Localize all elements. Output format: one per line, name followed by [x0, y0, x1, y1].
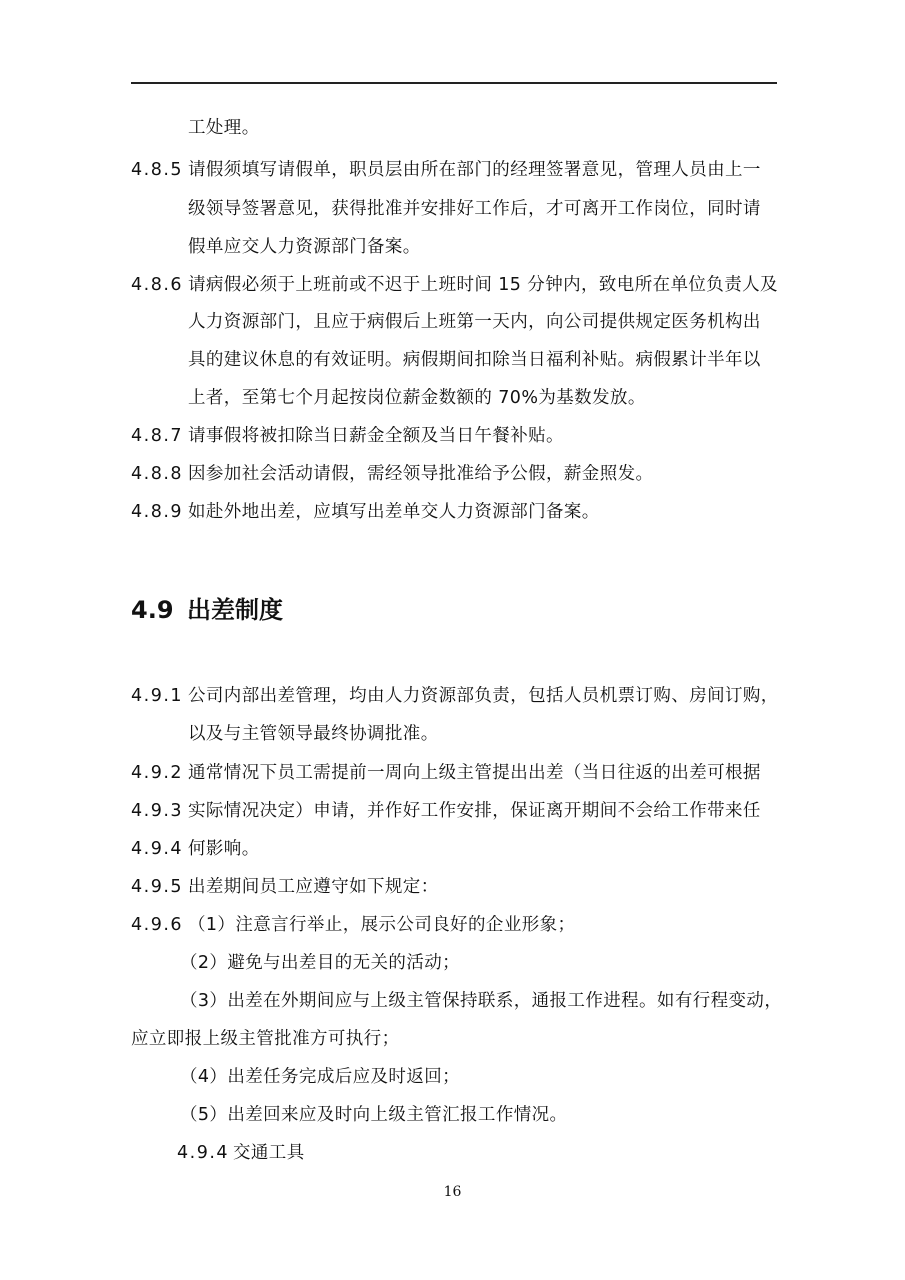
- clause-4-8-9: 4.8.9 如赴外地出差，应填写出差单交人力资源部门备案。: [131, 502, 600, 522]
- clause-4-9-1: 4.9.1 公司内部出差管理，均由人力资源部负责，包括人员机票订购、房间订购，: [131, 686, 779, 706]
- clause-4-9-5: 4.9.5 出差期间员工应遵守如下规定：: [131, 877, 439, 897]
- paragraph-line: 以及与主管领导最终协调批准。: [188, 724, 439, 744]
- list-item: （2）避免与出差目的无关的活动；: [180, 953, 461, 973]
- paragraph-line: 具的建议休息的有效证明。病假期间扣除当日福利补贴。病假累计半年以: [188, 350, 761, 370]
- page-number: 16: [443, 1184, 462, 1200]
- paragraph-line: 人力资源部门，且应于病假后上班第一天内，向公司提供规定医务机构出: [188, 312, 761, 332]
- list-item: （5）出差回来应及时向上级主管汇报工作情况。: [180, 1105, 568, 1125]
- paragraph-line: 应立即报上级主管批准方可执行；: [131, 1029, 400, 1049]
- paragraph-line: 工处理。: [188, 118, 260, 138]
- clause-4-9-3: 4.9.3 实际情况决定）申请，并作好工作安排，保证离开期间不会给工作带来任: [131, 801, 761, 821]
- header-rule: [131, 82, 777, 84]
- clause-4-8-8: 4.8.8 因参加社会活动请假，需经领导批准给予公假，薪金照发。: [131, 464, 654, 484]
- section-heading: 4.9 出差制度: [131, 596, 283, 624]
- clause-4-9-2: 4.9.2 通常情况下员工需提前一周向上级主管提出出差（当日往返的出差可根据: [131, 763, 761, 783]
- clause-4-8-7: 4.8.7 请事假将被扣除当日薪金全额及当日午餐补贴。: [131, 426, 564, 446]
- list-item: （3）出差在外期间应与上级主管保持联系，通报工作进程。如有行程变动，: [180, 991, 783, 1011]
- list-item: （4）出差任务完成后应及时返回；: [180, 1067, 461, 1087]
- clause-4-9-4: 4.9.4 何影响。: [131, 839, 260, 859]
- clause-4-8-5: 4.8.5 请假须填写请假单，职员层由所在部门的经理签署意见，管理人员由上一: [131, 160, 761, 180]
- subsection-heading: 4.9.4 交通工具: [177, 1143, 305, 1163]
- clause-4-9-6: 4.9.6 （1）注意言行举止，展示公司良好的企业形象；: [131, 915, 576, 935]
- paragraph-line: 级领导签署意见，获得批准并安排好工作后，才可离开工作岗位，同时请: [188, 199, 761, 219]
- clause-4-8-6: 4.8.6 请病假必须于上班前或不迟于上班时间 15 分钟内，致电所在单位负责人及: [131, 275, 778, 295]
- paragraph-line: 假单应交人力资源部门备案。: [188, 237, 421, 257]
- paragraph-line: 上者，至第七个月起按岗位薪金数额的 70%为基数发放。: [188, 388, 646, 408]
